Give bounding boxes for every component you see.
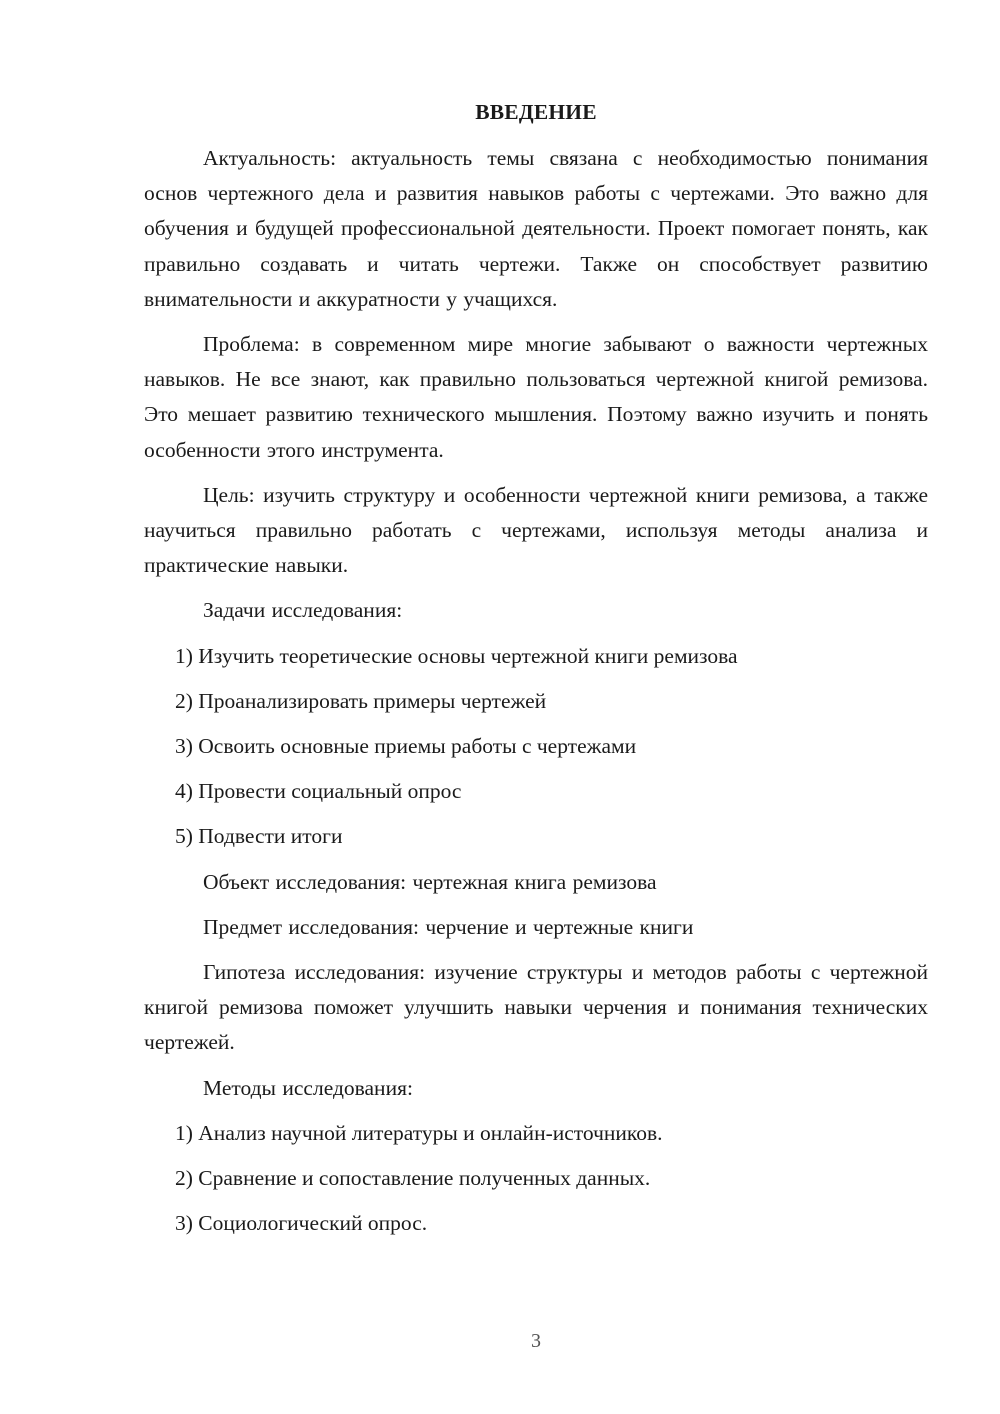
goal-paragraph: Цель: изучить структуру и особенности чертежной книги ремизова, а также научиться правильно работать с чертежами, используя методы анализа и практические навыки.	[144, 482, 928, 578]
methods-list	[144, 1116, 928, 1242]
list-item: 1) Анализ научной литературы и онлайн-источников.	[175, 1120, 663, 1145]
list-item: 5) Подвести итоги	[175, 824, 343, 849]
list-item: 1) Изучить теоретические основы чертежной книги ремизова	[175, 643, 738, 668]
section-title: ВВЕДЕНИЕ	[475, 100, 597, 124]
list-item: 3) Освоить основные приемы работы с чертежами	[175, 734, 637, 759]
object-paragraph: Объект исследования: чертежная книга ремизова	[203, 869, 657, 894]
list-item: 3) Социологический опрос.	[175, 1211, 428, 1236]
document-page	[144, 96, 928, 1251]
tasks-heading: Задачи исследования:	[203, 598, 403, 623]
subject-paragraph: Предмет исследования: черчение и чертежные книги	[203, 914, 694, 939]
methods-heading: Методы исследования:	[203, 1075, 413, 1100]
list-item: 2) Проанализировать примеры чертежей	[175, 688, 547, 713]
problem-paragraph: Проблема: в современном мире многие забывают о важности чертежных навыков. Не все знают, как правильно пользоваться чертежной книгой ремизова. Это мешает развитию технического мышления. Поэтому важно изучить и понять особенности этого инструмента.	[144, 332, 928, 462]
page-number: 3	[531, 1330, 541, 1352]
hypothesis-paragraph: Гипотеза исследования: изучение структуры и методов работы с чертежной книгой ремизова поможет улучшить навыки черчения и понимания технических чертежей.	[144, 960, 928, 1055]
list-item: 2) Сравнение и сопоставление полученных данных.	[175, 1166, 651, 1191]
tasks-list	[144, 639, 928, 855]
relevance-paragraph: Актуальность: актуальность темы связана с необходимостью понимания основ чертежного дела и развития навыков работы с чертежами. Это важно для обучения и будущей профессиональной деятельности. Проект помогает понять, как правильно создавать и читать чертежи. Также он способствует развитию внимательности и аккуратности у учащихся.	[144, 146, 928, 311]
list-item: 4) Провести социальный опрос	[175, 779, 462, 804]
